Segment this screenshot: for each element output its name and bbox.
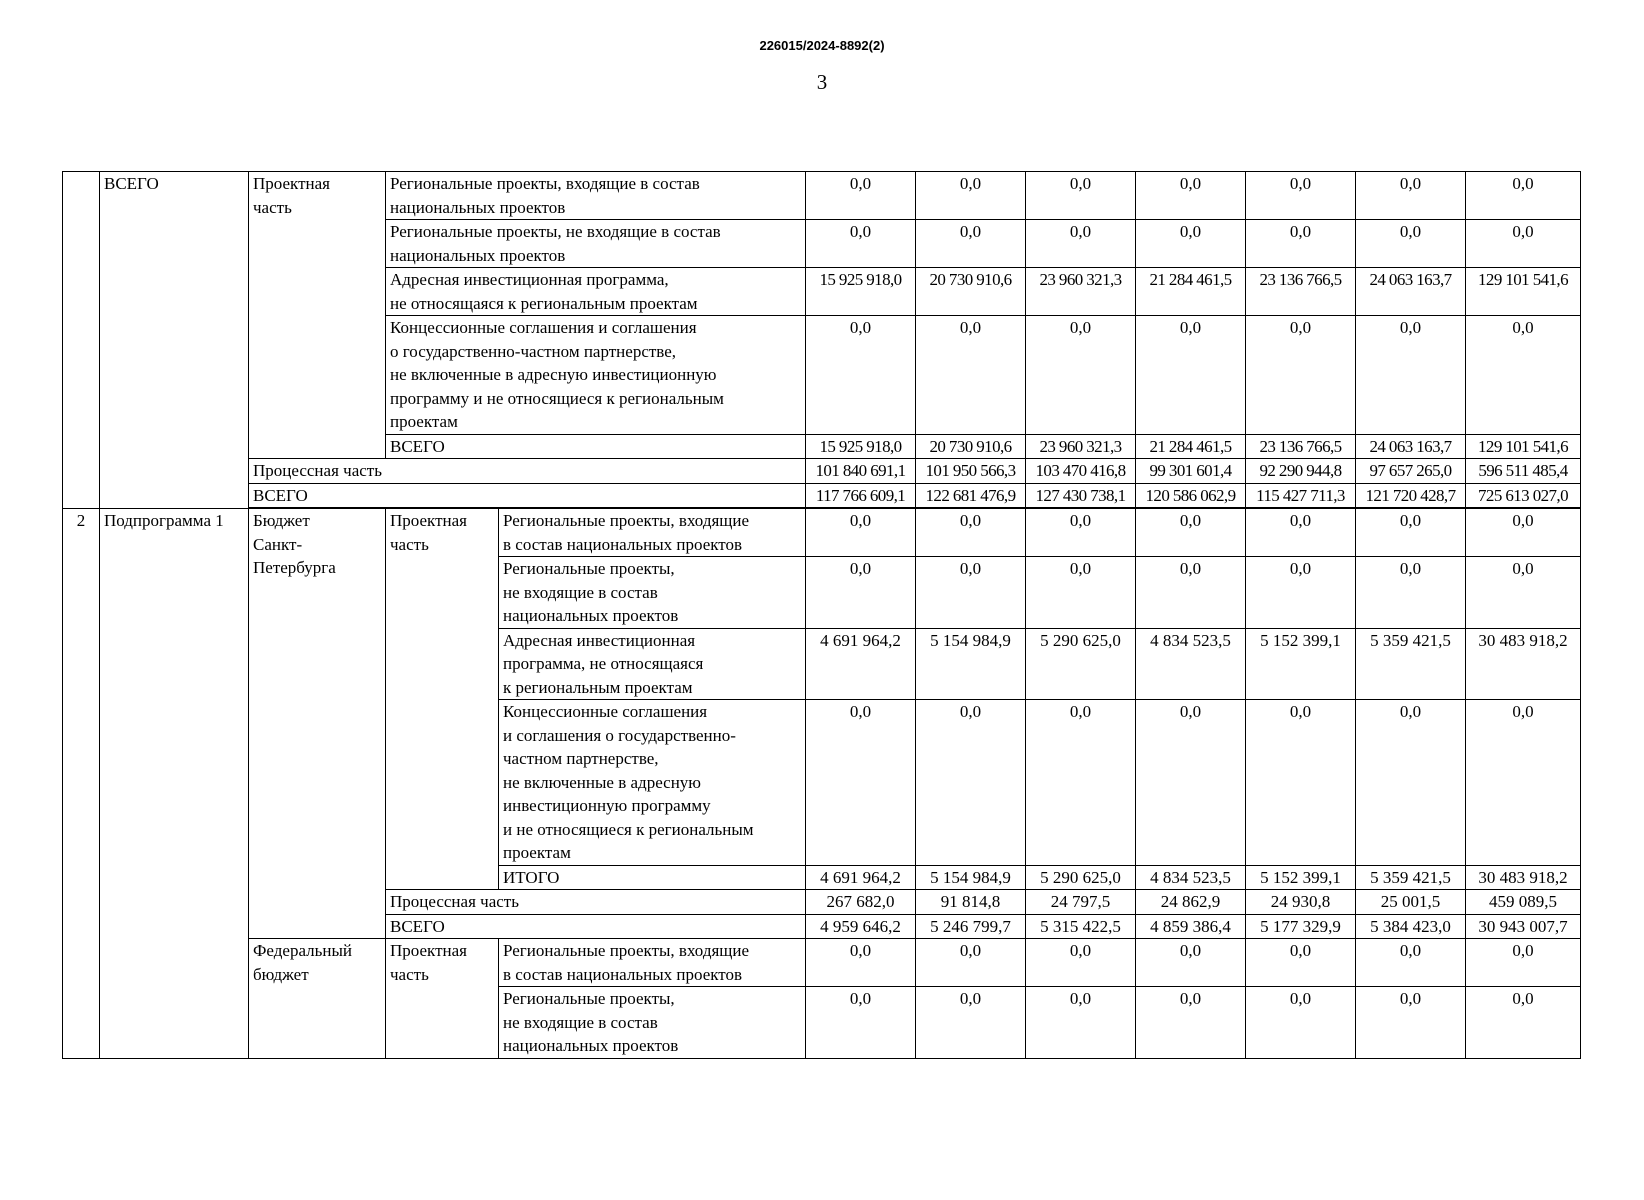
value-cell: 5 177 329,9 <box>1246 914 1356 939</box>
project-part-cell: Проектная часть <box>386 939 499 1059</box>
value-cell: 21 284 461,5 <box>1136 268 1246 316</box>
value-cell: 5 290 625,0 <box>1026 628 1136 700</box>
value-cell: 15 925 918,0 <box>806 268 916 316</box>
row-label: Концессионные соглашения и соглашения о государственно- частном партнерстве, не включенные в адресную инвестиционную программу и не относящиеся к региональным проектам <box>499 700 806 866</box>
value-cell: 5 359 421,5 <box>1356 628 1466 700</box>
value-cell: 0,0 <box>1246 172 1356 220</box>
row-label: Процессная часть <box>386 890 806 915</box>
row-label: Региональные проекты, входящие в состав национальных проектов <box>386 172 806 220</box>
value-cell: 0,0 <box>1356 939 1466 987</box>
value-cell: 0,0 <box>1356 316 1466 435</box>
value-cell: 0,0 <box>1026 220 1136 268</box>
value-cell: 0,0 <box>1466 220 1581 268</box>
row-label: Концессионные соглашения и соглашения о государственно-частном партнерстве, не включенные в адресную инвестиционную программу и не относящиеся к региональным проектам <box>386 316 806 435</box>
value-cell: 0,0 <box>806 700 916 866</box>
value-cell: 0,0 <box>916 220 1026 268</box>
value-cell: 0,0 <box>806 316 916 435</box>
row-label: ВСЕГО <box>386 434 806 459</box>
value-cell: 0,0 <box>806 220 916 268</box>
value-cell: 0,0 <box>1356 508 1466 557</box>
value-cell: 4 959 646,2 <box>806 914 916 939</box>
value-cell: 0,0 <box>1026 557 1136 629</box>
value-cell: 5 152 399,1 <box>1246 628 1356 700</box>
value-cell: 5 154 984,9 <box>916 865 1026 890</box>
value-cell: 20 730 910,6 <box>916 268 1026 316</box>
value-cell: 0,0 <box>1136 508 1246 557</box>
table-row <box>63 172 1581 220</box>
value-cell: 0,0 <box>1466 316 1581 435</box>
value-cell: 0,0 <box>1246 557 1356 629</box>
value-cell: 0,0 <box>916 172 1026 220</box>
value-cell: 267 682,0 <box>806 890 916 915</box>
value-cell: 0,0 <box>1466 700 1581 866</box>
value-cell: 0,0 <box>806 508 916 557</box>
budget-spb-cell: Бюджет Санкт- Петербурга <box>249 508 386 939</box>
value-cell: 4 834 523,5 <box>1136 865 1246 890</box>
value-cell: 0,0 <box>806 987 916 1059</box>
value-cell: 103 470 416,8 <box>1026 459 1136 484</box>
value-cell: 0,0 <box>1356 700 1466 866</box>
value-cell: 101 840 691,1 <box>806 459 916 484</box>
value-cell: 24 063 163,7 <box>1356 434 1466 459</box>
value-cell: 4 691 964,2 <box>806 628 916 700</box>
value-cell: 0,0 <box>1466 557 1581 629</box>
value-cell: 0,0 <box>916 939 1026 987</box>
value-cell: 4 691 964,2 <box>806 865 916 890</box>
value-cell: 120 586 062,9 <box>1136 483 1246 508</box>
row-label: Процессная часть <box>249 459 806 484</box>
value-cell: 30 483 918,2 <box>1466 628 1581 700</box>
row-label: Региональные проекты, не входящие в состав национальных проектов <box>386 220 806 268</box>
value-cell: 0,0 <box>916 316 1026 435</box>
value-cell: 0,0 <box>1356 987 1466 1059</box>
value-cell: 23 136 766,5 <box>1246 268 1356 316</box>
value-cell: 122 681 476,9 <box>916 483 1026 508</box>
row-label: Региональные проекты, не входящие в состав национальных проектов <box>499 557 806 629</box>
value-cell: 20 730 910,6 <box>916 434 1026 459</box>
value-cell: 0,0 <box>1466 987 1581 1059</box>
value-cell: 5 154 984,9 <box>916 628 1026 700</box>
value-cell: 0,0 <box>1136 557 1246 629</box>
value-cell: 0,0 <box>1026 316 1136 435</box>
value-cell: 5 359 421,5 <box>1356 865 1466 890</box>
value-cell: 5 315 422,5 <box>1026 914 1136 939</box>
value-cell: 0,0 <box>1026 508 1136 557</box>
value-cell: 0,0 <box>1136 172 1246 220</box>
table-row <box>63 939 1581 987</box>
value-cell: 5 246 799,7 <box>916 914 1026 939</box>
value-cell: 0,0 <box>1026 987 1136 1059</box>
value-cell: 117 766 609,1 <box>806 483 916 508</box>
value-cell: 121 720 428,7 <box>1356 483 1466 508</box>
row-label: Региональные проекты, входящие в состав национальных проектов <box>499 508 806 557</box>
value-cell: 5 290 625,0 <box>1026 865 1136 890</box>
value-cell: 0,0 <box>806 939 916 987</box>
value-cell: 21 284 461,5 <box>1136 434 1246 459</box>
value-cell: 24 797,5 <box>1026 890 1136 915</box>
value-cell: 596 511 485,4 <box>1466 459 1581 484</box>
value-cell: 0,0 <box>916 508 1026 557</box>
value-cell: 0,0 <box>1026 700 1136 866</box>
page-number: 3 <box>816 70 828 94</box>
total-label-cell: ВСЕГО <box>100 172 249 509</box>
value-cell: 24 862,9 <box>1136 890 1246 915</box>
value-cell: 0,0 <box>1246 508 1356 557</box>
row-label: ВСЕГО <box>386 914 806 939</box>
row-number-cell: 2 <box>63 508 100 1058</box>
value-cell: 0,0 <box>1246 987 1356 1059</box>
value-cell: 129 101 541,6 <box>1466 268 1581 316</box>
value-cell: 101 950 566,3 <box>916 459 1026 484</box>
value-cell: 0,0 <box>806 557 916 629</box>
subprogram-label-cell: Подпрограмма 1 <box>100 508 249 1058</box>
value-cell: 0,0 <box>1136 939 1246 987</box>
value-cell: 0,0 <box>1136 700 1246 866</box>
value-cell: 30 943 007,7 <box>1466 914 1581 939</box>
row-label: ИТОГО <box>499 865 806 890</box>
value-cell: 5 384 423,0 <box>1356 914 1466 939</box>
value-cell: 115 427 711,3 <box>1246 483 1356 508</box>
value-cell: 0,0 <box>1026 172 1136 220</box>
row-label: Адресная инвестиционная программа, не относящаяся к региональным проектам <box>386 268 806 316</box>
value-cell: 459 089,5 <box>1466 890 1581 915</box>
value-cell: 24 930,8 <box>1246 890 1356 915</box>
value-cell: 0,0 <box>1246 220 1356 268</box>
value-cell: 4 859 386,4 <box>1136 914 1246 939</box>
value-cell: 0,0 <box>916 700 1026 866</box>
value-cell: 91 814,8 <box>916 890 1026 915</box>
value-cell: 0,0 <box>806 172 916 220</box>
value-cell: 0,0 <box>1246 939 1356 987</box>
table-row <box>63 459 1581 484</box>
value-cell: 0,0 <box>1136 987 1246 1059</box>
row-label: ВСЕГО <box>249 483 806 508</box>
value-cell: 0,0 <box>1466 172 1581 220</box>
row-label: Региональные проекты, не входящие в состав национальных проектов <box>499 987 806 1059</box>
value-cell: 23 960 321,3 <box>1026 268 1136 316</box>
value-cell: 0,0 <box>1466 939 1581 987</box>
value-cell: 0,0 <box>916 557 1026 629</box>
value-cell: 4 834 523,5 <box>1136 628 1246 700</box>
value-cell: 725 613 027,0 <box>1466 483 1581 508</box>
value-cell: 23 136 766,5 <box>1246 434 1356 459</box>
financing-table <box>62 171 1581 1059</box>
project-part-cell: Проектная часть <box>249 172 386 459</box>
value-cell: 0,0 <box>1356 557 1466 629</box>
value-cell: 92 290 944,8 <box>1246 459 1356 484</box>
value-cell: 0,0 <box>1136 220 1246 268</box>
row-label: Региональные проекты, входящие в состав национальных проектов <box>499 939 806 987</box>
project-part-cell: Проектная часть <box>386 508 499 890</box>
table-row <box>63 483 1581 508</box>
document-id: 226015/2024-8892(2) <box>759 38 885 53</box>
value-cell: 0,0 <box>916 987 1026 1059</box>
value-cell: 0,0 <box>1356 172 1466 220</box>
value-cell: 0,0 <box>1136 316 1246 435</box>
value-cell: 0,0 <box>1466 508 1581 557</box>
value-cell: 99 301 601,4 <box>1136 459 1246 484</box>
value-cell: 25 001,5 <box>1356 890 1466 915</box>
row-number-cell <box>63 172 100 509</box>
table-row <box>63 508 1581 557</box>
row-label: Адресная инвестиционная программа, не относящаяся к региональным проектам <box>499 628 806 700</box>
value-cell: 127 430 738,1 <box>1026 483 1136 508</box>
value-cell: 15 925 918,0 <box>806 434 916 459</box>
budget-federal-cell: Федеральный бюджет <box>249 939 386 1059</box>
value-cell: 0,0 <box>1026 939 1136 987</box>
value-cell: 24 063 163,7 <box>1356 268 1466 316</box>
value-cell: 5 152 399,1 <box>1246 865 1356 890</box>
value-cell: 30 483 918,2 <box>1466 865 1581 890</box>
value-cell: 0,0 <box>1246 316 1356 435</box>
value-cell: 0,0 <box>1246 700 1356 866</box>
value-cell: 129 101 541,6 <box>1466 434 1581 459</box>
value-cell: 23 960 321,3 <box>1026 434 1136 459</box>
value-cell: 97 657 265,0 <box>1356 459 1466 484</box>
value-cell: 0,0 <box>1356 220 1466 268</box>
